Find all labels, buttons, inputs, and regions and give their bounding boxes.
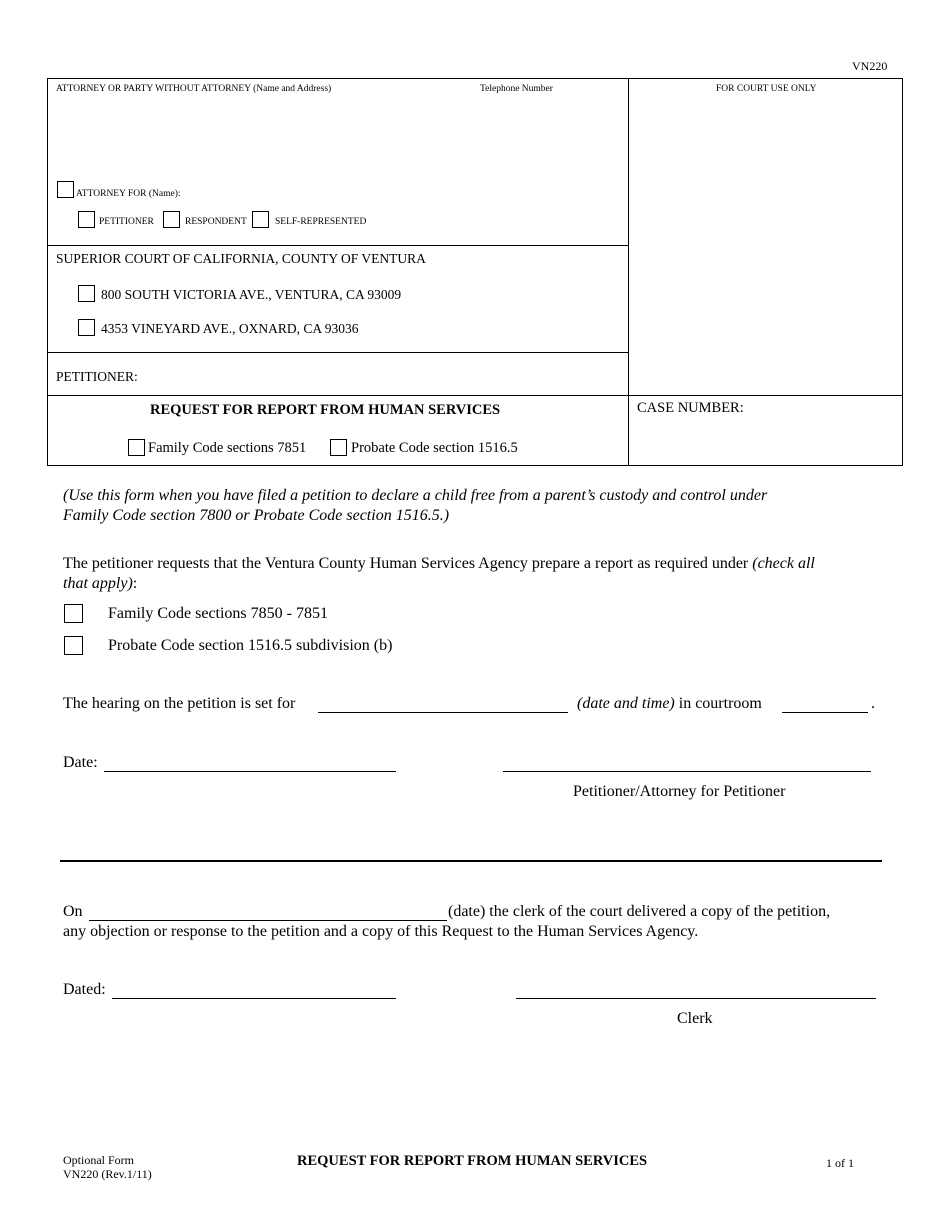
on-label: On [63, 903, 83, 920]
section-separator [60, 860, 882, 862]
hearing-end: . [871, 695, 875, 712]
case-number-label: CASE NUMBER: [637, 400, 744, 416]
oxnard-address-checkbox[interactable] [78, 319, 95, 336]
clerk-line-1-tail: (date) the clerk of the court delivered a copy of the petition, [448, 903, 831, 920]
ventura-address: 800 SOUTH VICTORIA AVE., VENTURA, CA 93009 [101, 287, 402, 302]
self-represented-checkbox[interactable] [252, 211, 269, 228]
clerk-line-2: any objection or response to the petition and a copy of this Request to the Human Services Agency. [63, 923, 699, 940]
date-label: Date: [63, 754, 98, 771]
request-line-1-text: The petitioner requests that the Ventura County Human Services Agency prepare a report as required under [63, 555, 753, 572]
respondent-checkbox[interactable] [163, 211, 180, 228]
dated-label: Dated: [63, 981, 106, 998]
date-field[interactable] [104, 771, 396, 772]
hearing-date-field[interactable] [318, 712, 568, 713]
footer-title: REQUEST FOR REPORT FROM HUMAN SERVICES [297, 1153, 648, 1169]
attorney-for-checkbox[interactable] [57, 181, 74, 198]
petitioner-label: PETITIONER: [56, 369, 138, 384]
divider-title-row [47, 395, 903, 396]
request-line-2-italic: that apply) [63, 575, 133, 592]
oxnard-address: 4353 VINEYARD AVE., OXNARD, CA 93036 [101, 321, 359, 336]
petitioner-checkbox[interactable] [78, 211, 95, 228]
family-code-7850-label: Family Code sections 7850 - 7851 [108, 605, 328, 622]
family-code-7850-checkbox[interactable] [64, 604, 83, 623]
form-title: REQUEST FOR REPORT FROM HUMAN SERVICES [150, 402, 501, 418]
divider-court-petitioner [47, 352, 628, 353]
dated-field[interactable] [112, 998, 396, 999]
request-line-2 [63, 575, 137, 593]
attorney-for-label: ATTORNEY FOR (Name): [76, 189, 181, 199]
clerk-signature-field[interactable] [516, 998, 876, 999]
footer-revision: VN220 (Rev.1/11) [63, 1167, 152, 1181]
court-use-label: FOR COURT USE ONLY [716, 84, 817, 94]
divider-attorney-court [47, 245, 628, 246]
title-probate-code-label: Probate Code section 1516.5 [351, 440, 518, 456]
courtroom-field[interactable] [782, 712, 868, 713]
title-family-code-checkbox[interactable] [128, 439, 145, 456]
footer-optional-form: Optional Form [63, 1153, 134, 1167]
clerk-label: Clerk [677, 1010, 713, 1027]
probate-code-1516-label: Probate Code section 1516.5 subdivision (b) [108, 637, 393, 654]
instructions-line-1: (Use this form when you have filed a petition to declare a child free from a parent’s custody and control under [63, 487, 768, 504]
title-probate-code-checkbox[interactable] [330, 439, 347, 456]
request-line-1 [63, 555, 815, 573]
self-represented-option-label: SELF-REPRESENTED [275, 217, 367, 227]
clerk-delivery-date-field[interactable] [89, 920, 447, 921]
hearing-date-time-label [577, 695, 762, 713]
instructions-line-2: Family Code section 7800 or Probate Code section 1516.5.) [63, 507, 450, 524]
header-vertical-divider [628, 78, 629, 466]
respondent-option-label: RESPONDENT [185, 217, 247, 227]
hearing-prefix: The hearing on the petition is set for [63, 695, 296, 712]
form-code: VN220 [852, 59, 888, 73]
attorney-label: ATTORNEY OR PARTY WITHOUT ATTORNEY (Name and Address) [56, 84, 332, 94]
request-line-2-tail: : [132, 575, 138, 592]
petitioner-option-label: PETITIONER [99, 217, 154, 227]
footer-page-number: 1 of 1 [826, 1156, 854, 1170]
request-line-1-italic: (check all [752, 555, 815, 572]
hearing-date-time: (date and time) [577, 695, 675, 712]
telephone-label: Telephone Number [480, 84, 553, 94]
court-name: SUPERIOR COURT OF CALIFORNIA, COUNTY OF VENTURA [56, 251, 426, 266]
probate-code-1516-checkbox[interactable] [64, 636, 83, 655]
hearing-courtroom-label: in courtroom [678, 695, 762, 712]
ventura-address-checkbox[interactable] [78, 285, 95, 302]
petitioner-signer-label: Petitioner/Attorney for Petitioner [573, 783, 786, 800]
petitioner-signature-field[interactable] [503, 771, 871, 772]
title-family-code-label: Family Code sections 7851 [148, 440, 307, 456]
